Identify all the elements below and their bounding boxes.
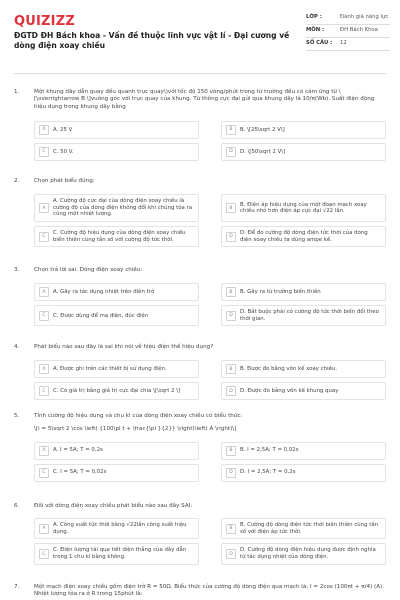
option-letter: D	[226, 468, 236, 478]
option-letter: C	[39, 311, 49, 321]
option-letter: A	[39, 125, 49, 135]
option-letter: C	[39, 386, 49, 396]
option-text: A. Cường độ cực đại của dòng điện xoay chiều là cường độ của dòng điện không đổi khi chúng tỏa ra cùng một nhiệt lượng.	[53, 198, 193, 218]
option-letter: A	[39, 524, 49, 534]
option-letter: D	[226, 311, 236, 321]
option-text: B. Cường độ dòng điện tức thời biến thiên cùng tần số với điện áp tức thời.	[240, 522, 379, 535]
meta-count	[306, 38, 390, 51]
option-text: D. I = 2,5A; T = 0,2s	[240, 469, 296, 476]
option-b[interactable]	[221, 518, 386, 539]
option-text: D. Được đo bằng vôn kế khung quay	[240, 388, 339, 394]
option-letter: C	[39, 549, 49, 559]
option-letter: B	[226, 203, 236, 213]
option-text: B. Gây ra từ trường biến thiên	[240, 289, 321, 295]
option-letter: D	[226, 232, 236, 242]
option-a[interactable]	[34, 360, 199, 378]
option-c[interactable]	[34, 464, 199, 482]
option-text: D. Để đo cường độ dòng điện tức thời của dòng điện xoay chiều ta dùng ampe kế.	[240, 230, 368, 243]
option-letter: D	[226, 386, 236, 396]
option-d[interactable]	[221, 464, 386, 482]
question-formula: \[i = 5\sqrt 2 \cos \left( {100\pi t + \frac{\pi }{2}} \right)\left( A \right)\]	[34, 426, 237, 433]
option-letter: B	[226, 287, 236, 297]
question-number: 1.	[14, 89, 20, 95]
question-1	[14, 89, 386, 165]
option-text: C. I = 5A; T = 0,02s	[53, 469, 107, 476]
option-c[interactable]	[34, 543, 199, 564]
question-6	[14, 503, 386, 569]
question-text: Một mạch điện xoay chiều gồm điện trở R = 50Ω. Biểu thức của cường độ dòng điện qua mạch là: I = 2cos (100πt + π/4) (A). Nhiệt lượng tỏa ra ở R trong 15phút là:	[34, 584, 384, 598]
quizizz-logo: QUIZIZZ	[14, 14, 75, 29]
option-letter: B	[226, 446, 236, 456]
meta-subject-value: ĐH Bách Khoa	[340, 27, 378, 33]
question-number: 7.	[14, 584, 20, 590]
option-letter: B	[226, 125, 236, 135]
question-text: Đối với dòng điện xoay chiều phát biểu nào sau đây SAI:	[34, 503, 193, 509]
option-c[interactable]	[34, 226, 199, 247]
meta-subject-label: MÔN :	[306, 27, 325, 33]
option-b[interactable]	[221, 360, 386, 378]
question-5	[14, 413, 386, 486]
question-number: 6.	[14, 503, 20, 509]
meta-count-label: SỐ CÂU :	[306, 40, 333, 46]
option-a[interactable]	[34, 194, 199, 222]
option-a[interactable]	[34, 518, 199, 539]
option-letter: A	[39, 287, 49, 297]
option-b[interactable]	[221, 194, 386, 222]
option-text: C. 50 V.	[53, 148, 74, 155]
question-number: 5.	[14, 413, 20, 419]
option-letter: C	[39, 147, 49, 157]
option-text: D. Bắt buộc phải có cường độ tức thời biến đổi theo thời gian.	[240, 309, 379, 322]
option-text: D. Cường độ dòng điện hiệu dụng được định nghĩa từ tác dụng nhiệt của dòng điện.	[240, 547, 376, 561]
option-b[interactable]	[221, 442, 386, 460]
option-text: C. Cường độ hiệu dụng của dòng điện xoay chiều biến thiên cùng tần số với cường độ tức thời.	[53, 230, 186, 243]
option-letter: B	[226, 524, 236, 534]
option-d[interactable]	[221, 226, 386, 247]
option-letter: A	[39, 203, 49, 213]
question-7	[14, 584, 386, 599]
meta-count-value: 12	[340, 40, 347, 46]
option-c[interactable]	[34, 305, 199, 326]
question-text: Chọn phát biểu đúng:	[34, 178, 95, 184]
option-d[interactable]	[221, 543, 386, 564]
question-3	[14, 267, 386, 330]
question-text: Tính cường độ hiệu dụng và chu kì của dòng điện xoay chiều có biểu thức:	[34, 413, 243, 419]
option-d[interactable]	[221, 382, 386, 400]
option-text: B. Điện áp hiệu dụng của một đoạn mạch xoay chiều nhỏ hơn điện áp cực đại √22 lần.	[240, 201, 367, 215]
option-a[interactable]	[34, 442, 199, 460]
option-letter: C	[39, 468, 49, 478]
option-d[interactable]	[221, 143, 386, 161]
option-text: A. I = 5A; T = 0,2s	[53, 447, 103, 454]
question-text: Một khung dây dẫn quay đều quanh trục quay\)với tốc độ 150 vòng/phút trong từ trường đều có cảm ứng từ \[\overrightarrow B \]vuông góc với trục quay của khung. Từ thông cực đại gửi qua khung dây là 10/π(Wb). Suất điện động hiệu dụng trong khung dây bằng	[34, 89, 375, 110]
meta-subject	[306, 25, 390, 38]
meta-class	[306, 14, 390, 25]
option-d[interactable]	[221, 305, 386, 326]
question-number: 3.	[14, 267, 20, 273]
option-text: C. Điện lượng tải qua tiết diện thẳng của dây dẫn trong 1 chu kì bằng không.	[53, 547, 187, 561]
option-text: D. \[50\sqrt 2 V\]	[240, 148, 286, 155]
option-c[interactable]	[34, 382, 199, 400]
option-text: A. Công suất tức thời bằng √22lần công suất hiệu dụng.	[53, 522, 187, 535]
question-4	[14, 344, 386, 404]
option-letter: C	[39, 232, 49, 242]
option-c[interactable]	[34, 143, 199, 161]
option-text: C. Được dùng để mạ điện, đúc điện	[53, 312, 149, 319]
option-letter: A	[39, 364, 49, 374]
option-b[interactable]	[221, 121, 386, 139]
worksheet-meta	[306, 14, 390, 51]
option-text: A. 25 V	[53, 126, 73, 133]
question-text: Chọn trả lời sai. Dòng điện xoay chiều:	[34, 267, 143, 273]
option-text: B. Được đo bằng vôn kế xoay chiều.	[240, 366, 338, 372]
option-letter: A	[39, 446, 49, 456]
option-text: C. Có giá trị bằng giá trị cực đại chia \[\sqrt 2 \]	[53, 388, 181, 394]
option-letter: B	[226, 364, 236, 374]
header-divider	[14, 73, 386, 74]
option-text: A. Gây ra tác dụng nhiệt trên điện trở	[53, 289, 155, 295]
option-text: B. \[25\sqrt 2 V\]	[240, 126, 285, 133]
question-number: 4.	[14, 344, 20, 350]
option-a[interactable]	[34, 283, 199, 301]
option-a[interactable]	[34, 121, 199, 139]
question-2	[14, 178, 386, 251]
question-number: 2.	[14, 178, 20, 184]
option-letter: D	[226, 147, 236, 157]
meta-class-label: LỚP :	[306, 14, 322, 20]
question-text: Phát biểu nào sau đây là sai khi nói về hiệu điện thế hiệu dụng?	[34, 344, 214, 350]
meta-class-value: Đánh giá năng lực	[340, 14, 389, 20]
option-letter: D	[226, 549, 236, 559]
worksheet-title: ĐGTD ĐH Bách khoa - Vấn đề thuộc lĩnh vực vật lí - Đại cương về dòng điện xoay chiều	[14, 31, 290, 50]
option-b[interactable]	[221, 283, 386, 301]
option-text: B. I = 2,5A; T = 0,02s	[240, 447, 299, 454]
option-text: A. Được ghi trên các thiết bị sử dụng điện.	[53, 366, 167, 372]
